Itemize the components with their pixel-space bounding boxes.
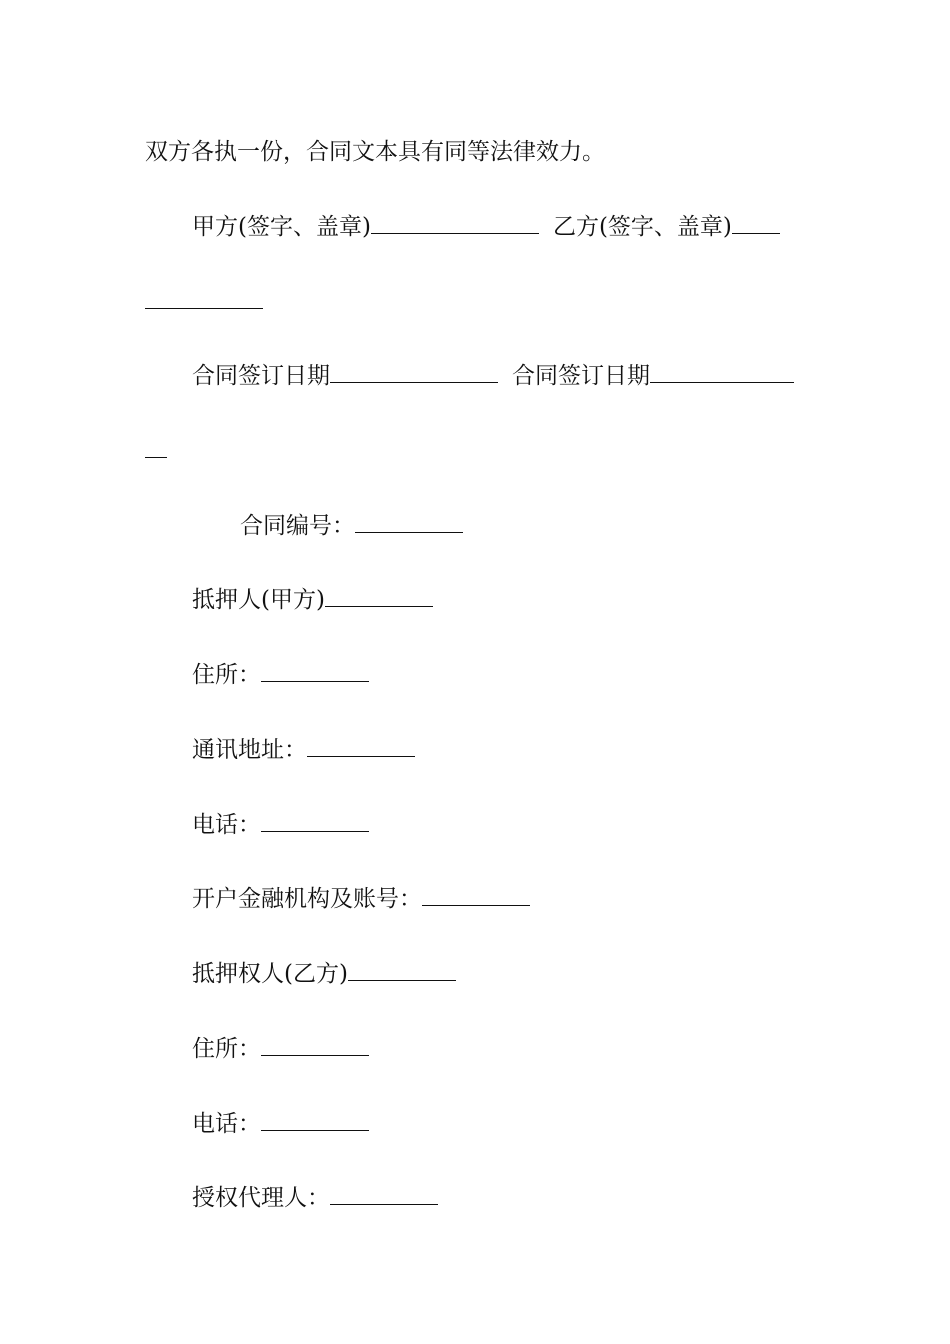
field-blank[interactable]: [325, 584, 433, 607]
closing-line-text: 双方各执一份，合同文本具有同等法律效力。: [145, 139, 605, 165]
field-row: [192, 584, 433, 614]
field-blank[interactable]: [261, 809, 369, 832]
field-row: [192, 883, 530, 913]
party-b-signature-blank[interactable]: [732, 211, 780, 234]
field-label: 电话：: [192, 812, 261, 838]
field-label: 抵押人(甲方): [192, 587, 325, 613]
contract-number-blank[interactable]: [355, 510, 463, 533]
signature-line: [192, 211, 780, 241]
signature-line-continued: [145, 286, 263, 316]
field-row: [192, 1108, 369, 1138]
date-line: [192, 360, 794, 390]
field-row: [192, 734, 415, 764]
field-blank[interactable]: [261, 1033, 369, 1056]
field-blank[interactable]: [261, 659, 369, 682]
party-b-date-blank-continued[interactable]: [145, 435, 167, 458]
party-b-date-blank[interactable]: [650, 360, 794, 383]
contract-number-label: 合同编号：: [240, 513, 355, 539]
field-blank[interactable]: [422, 883, 530, 906]
field-row: [192, 809, 369, 839]
field-blank[interactable]: [348, 958, 456, 981]
field-label: 住所：: [192, 662, 261, 688]
party-a-signature-blank[interactable]: [371, 211, 539, 234]
field-label: 授权代理人：: [192, 1185, 330, 1211]
closing-line: [145, 137, 605, 167]
party-a-date-blank[interactable]: [330, 360, 498, 383]
field-row: [192, 659, 369, 689]
party-b-date-label: 合同签订日期: [512, 363, 650, 389]
party-b-signature-blank-continued[interactable]: [145, 286, 263, 309]
field-label: 抵押权人(乙方): [192, 961, 348, 987]
field-label: 电话：: [192, 1111, 261, 1137]
party-b-signature-label: 乙方(签字、盖章): [552, 214, 732, 240]
date-line-continued: [145, 435, 167, 465]
field-blank[interactable]: [307, 734, 415, 757]
field-label: 住所：: [192, 1036, 261, 1062]
party-a-date-label: 合同签订日期: [192, 363, 330, 389]
field-blank[interactable]: [330, 1182, 438, 1205]
field-row: [192, 1182, 438, 1212]
party-a-signature-label: 甲方(签字、盖章): [192, 214, 371, 240]
field-row: [192, 958, 456, 988]
field-label: 开户金融机构及账号：: [192, 886, 422, 912]
field-blank[interactable]: [261, 1108, 369, 1131]
field-row: [192, 1033, 369, 1063]
contract-number-line: [240, 510, 463, 540]
field-label: 通讯地址：: [192, 737, 307, 763]
